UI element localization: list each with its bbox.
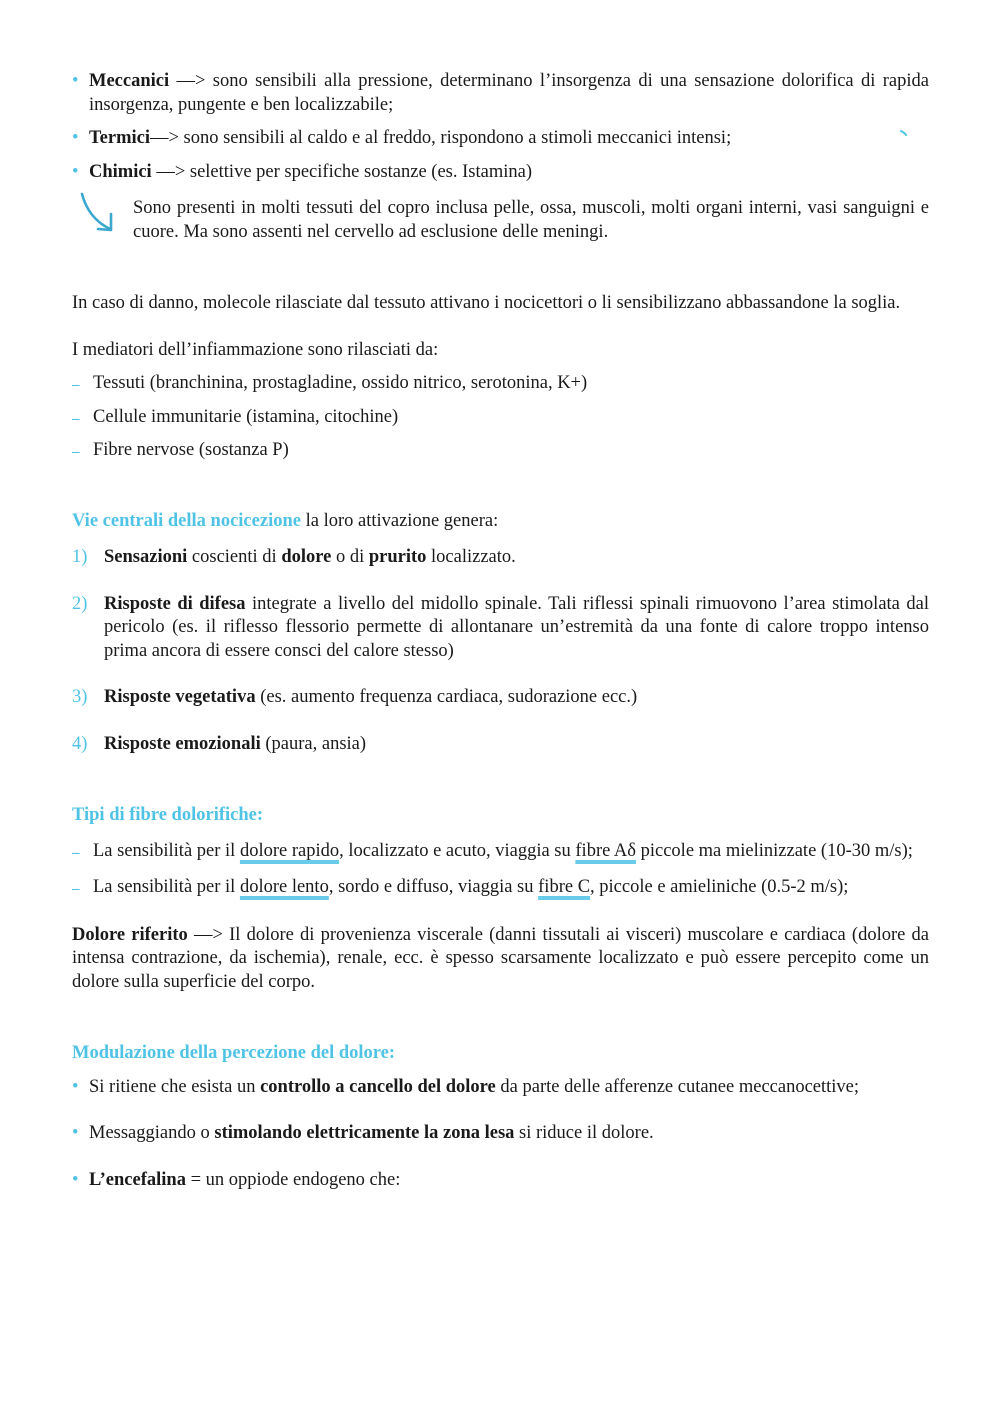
item-number: 3) bbox=[72, 687, 88, 707]
bullet-icon: • bbox=[72, 71, 79, 91]
bold-term: stimolando elettricamente la zona lesa bbox=[214, 1123, 515, 1143]
mediator-text: Tessuti (branchinina, prostagladine, ossido nitrico, serotonina, K+) bbox=[93, 373, 588, 393]
bullet-icon: • bbox=[72, 1169, 79, 1190]
mediator-text: Fibre nervose (sostanza P) bbox=[93, 440, 289, 460]
damage-paragraph: In caso di danno, molecole rilasciate dal tessuto attivano i nocicettori o li sensibilizzano abbassandone la soglia. bbox=[72, 293, 901, 313]
numbered-item-3 bbox=[72, 686, 929, 710]
text-span: , sordo e diffuso, viaggia su bbox=[328, 877, 539, 897]
list-item-stimulation bbox=[72, 1122, 929, 1146]
text-span: si riduce il dolore. bbox=[514, 1123, 654, 1143]
highlighted-text: fibre Aδ bbox=[575, 840, 636, 861]
highlighted-text: fibre C bbox=[538, 877, 591, 897]
dash-icon: – bbox=[72, 881, 80, 897]
bold-term: dolore bbox=[281, 547, 332, 567]
term-dolore-riferito: Dolore riferito bbox=[72, 924, 188, 945]
bullet-icon: • bbox=[72, 1076, 79, 1097]
list-item-termici bbox=[72, 127, 929, 151]
referred-pain-paragraph bbox=[72, 924, 929, 995]
text-span: , localizzato e acuto, viaggia su bbox=[339, 840, 576, 861]
bullet-icon: • bbox=[72, 1123, 79, 1143]
dash-icon: – bbox=[72, 444, 80, 460]
text-span: da parte delle afferenze cutanee meccanocettive; bbox=[495, 1076, 860, 1097]
text-span: integrate a livello del midollo spinale. Tali riflessi spinali rimuovono l’area stimolata dal pericolo (es. il riflesso flessorio permette di allontanare un’estremità da una fonte di calore troppo intenso prima ancora di essere consci del calore stesso) bbox=[104, 593, 929, 661]
curved-arrow-icon bbox=[78, 191, 118, 235]
bold-term: prurito bbox=[368, 547, 427, 567]
bold-term: Risposte emozionali bbox=[104, 733, 261, 754]
document-page bbox=[72, 70, 929, 1192]
text-span: Messaggiando o bbox=[89, 1123, 215, 1143]
list-item-mediator bbox=[72, 439, 929, 463]
highlighted-text: dolore lento bbox=[239, 877, 329, 897]
numbered-item-1 bbox=[72, 546, 929, 570]
text-span: (paura, ansia) bbox=[260, 733, 367, 754]
text-span: —> Il dolore di provenienza viscerale (danni tissutali ai visceri) muscolare e cardiaca (dolore da intensa contrazione, da ischemia), renale, ecc. è spesso scarsamente localizzato e può essere percepito come un dolore sulla superficie del corpo. bbox=[72, 924, 929, 992]
text-chimici: —> selettive per specifiche sostanze (es. Istamina) bbox=[151, 161, 532, 182]
list-item-meccanici bbox=[72, 70, 929, 117]
handwritten-note bbox=[72, 197, 929, 244]
dash-icon: – bbox=[72, 410, 80, 427]
heading-rest: la loro attivazione genera: bbox=[300, 510, 499, 531]
bold-term: Risposte vegetativa bbox=[104, 687, 256, 707]
text-span: localizzato. bbox=[426, 547, 516, 567]
mediators-intro: I mediatori dell’infiammazione sono rilasciati da: bbox=[72, 339, 439, 360]
text-span: coscienti di bbox=[187, 547, 282, 567]
text-span: (es. aumento frequenza cardiaca, sudorazione ecc.) bbox=[255, 687, 638, 707]
bullet-icon: • bbox=[72, 128, 79, 148]
bold-term: Sensazioni bbox=[104, 547, 188, 567]
term-meccanici: Meccanici bbox=[89, 71, 170, 91]
dash-icon: – bbox=[72, 844, 80, 861]
central-heading-line bbox=[72, 510, 929, 534]
text-span: La sensibilità per il bbox=[93, 877, 240, 897]
text-span: , piccole e amieliniche (0.5-2 m/s); bbox=[590, 877, 849, 897]
text-meccanici: —> sono sensibili alla pressione, determinano l’insorgenza di una sensazione dolorifica di rapida insorgenza, pungente e ben localizzabile; bbox=[89, 71, 929, 115]
text-span: La sensibilità per il bbox=[93, 840, 240, 861]
list-item-mediator bbox=[72, 406, 929, 430]
term-termici: Termici bbox=[89, 128, 150, 148]
text-span: o di bbox=[331, 547, 369, 567]
text-span: piccole ma mielinizzate (10-30 m/s); bbox=[636, 840, 913, 861]
bold-term: L’encefalina bbox=[89, 1169, 186, 1190]
list-item-mediator bbox=[72, 372, 929, 396]
list-item-fibre-rapid bbox=[72, 840, 929, 864]
highlighted-text: dolore rapido bbox=[239, 840, 340, 861]
list-item-fibre-slow bbox=[72, 876, 929, 900]
list-item-gate-control bbox=[72, 1076, 929, 1100]
section-heading-modulation: Modulazione della percezione del dolore: bbox=[72, 1043, 396, 1063]
numbered-item-4 bbox=[72, 733, 929, 757]
item-number: 4) bbox=[72, 733, 88, 754]
note-text: Sono presenti in molti tessuti del copro inclusa pelle, ossa, muscoli, molti organi interni, vasi sanguigni e cuore. Ma sono assenti nel cervello ad esclusione delle meningi. bbox=[133, 198, 929, 242]
section-heading-central: Vie centrali della nocicezione bbox=[72, 510, 301, 531]
item-number: 1) bbox=[72, 547, 88, 567]
text-span: Si ritiene che esista un bbox=[89, 1076, 261, 1097]
dash-icon: – bbox=[72, 377, 80, 393]
text-span: = un oppiode endogeno che: bbox=[185, 1169, 401, 1190]
section-heading-fibres: Tipi di fibre dolorifiche: bbox=[72, 805, 264, 825]
bold-term: controllo a cancello del dolore bbox=[260, 1076, 496, 1097]
list-item-encefalina bbox=[72, 1169, 929, 1193]
bullet-icon: • bbox=[72, 161, 79, 182]
item-number: 2) bbox=[72, 593, 88, 614]
text-termici: —> sono sensibili al caldo e al freddo, rispondono a stimoli meccanici intensi; bbox=[149, 128, 732, 148]
term-chimici: Chimici bbox=[89, 161, 152, 182]
mediator-text: Cellule immunitarie (istamina, citochine) bbox=[93, 406, 399, 427]
bold-term: Risposte di difesa bbox=[104, 593, 246, 614]
list-item-chimici bbox=[72, 161, 929, 185]
numbered-item-2 bbox=[72, 593, 929, 664]
